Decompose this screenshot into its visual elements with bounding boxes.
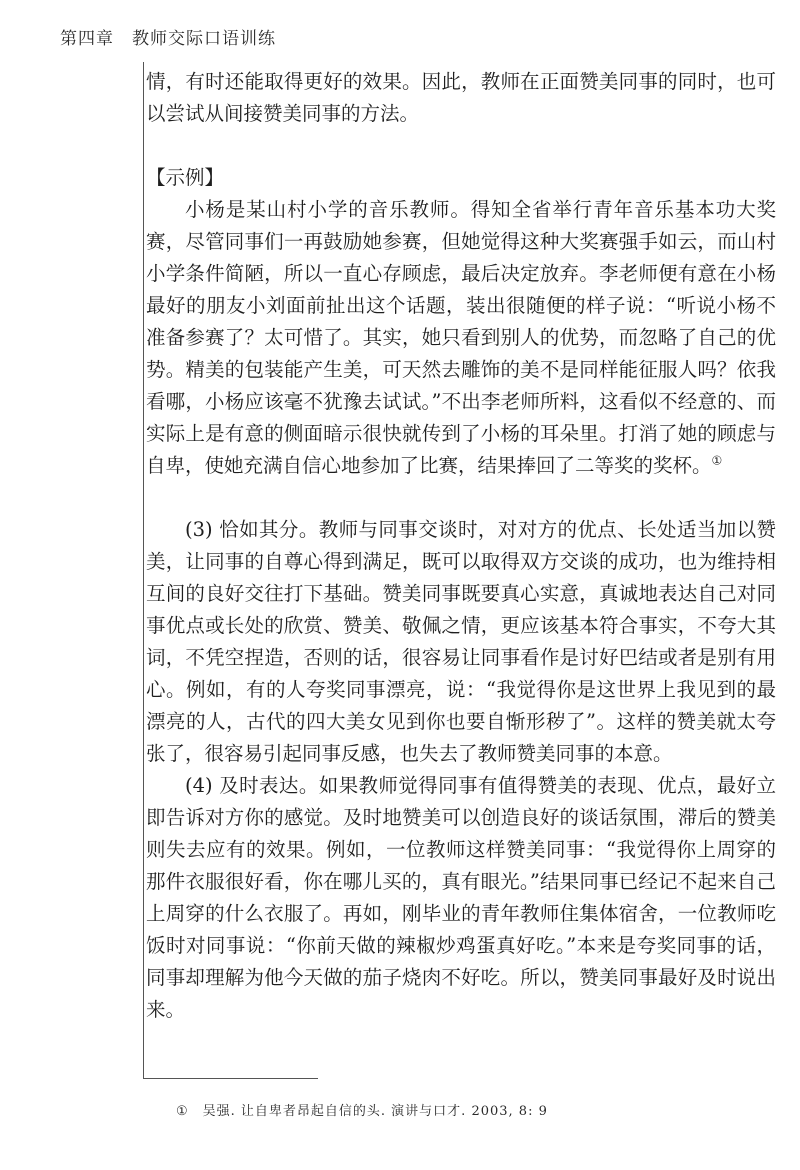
footnote [176,1100,548,1119]
point-3-paragraph: (3) 恰如其分。教师与同事交谈时，对对方的优点、长处适当加以赞美，让同事的自尊心得到满足，既可以取得双方交谈的成功，也为维持相互间的良好交往打下基础。赞美同事既要真心实意，真诚地表达自己对同事优点或长处的欣赏、赞美、敬佩之情，更应该基本符合事实，不夸大其词，不凭空捏造，否则的话，很容易让同事看作是讨好巴结或者是别有用心。例如，有的人夸奖同事漂亮，说：“我觉得你是这世界上我见到的最漂亮的人，古代的四大美女见到你也要自惭形秽了”。这样的赞美就太夸张了，很容易引起同事反感，也失去了教师赞美同事的本意。 [146,518,776,765]
chapter-title: 教师交际口语训练 [132,29,276,49]
page-body [146,66,776,1026]
running-header [60,24,276,49]
left-margin-rule [143,62,144,1078]
example-heading: 【示例】 [146,166,225,189]
footnote-rule [143,1078,318,1079]
footnote-mark: ① [176,1104,189,1119]
point-4-paragraph: (4) 及时表达。如果教师觉得同事有值得赞美的表现、优点，最好立即告诉对方你的感觉。及时地赞美可以创造良好的谈话氛围，滞后的赞美则失去应有的效果。例如，一位教师这样赞美同事：“我觉得你上周穿的那件衣服很好看，你在哪儿买的，真有眼光。”结果同事已经记不起来自己上周穿的什么衣服了。再如，刚毕业的青年教师住集体宿舍，一位教师吃饭时对同事说：“你前天做的辣椒炒鸡蛋真好吃。”本来是夸奖同事的话，同事却理解为他今天做的茄子烧肉不好吃。所以，赞美同事最好及时说出来。 [146,774,776,1021]
footnote-text: 吴强. 让自卑者昂起自信的头. 演讲与口才. 2003, 8: 9 [202,1104,548,1119]
footnote-reference: ① [711,453,723,468]
example-paragraph-text: 小杨是某山村小学的音乐教师。得知全省举行青年音乐基本功大奖赛，尽管同事们一再鼓励她参赛，但她觉得这种大奖赛强手如云，而山村小学条件简陋，所以一直心存顾虑，最后决定放弃。李老师便有意在小杨最好的朋友小刘面前扯出这个话题，装出很随便的样子说：“听说小杨不准备参赛了？太可惜了。其实，她只看到别人的优势，而忽略了自己的优势。精美的包装能产生美，可天然去雕饰的美不是同样能征服人吗？依我看哪，小杨应该毫不犹豫去试试。”不出李老师所料，这看似不经意的、而实际上是有意的侧面暗示很快就传到了小杨的耳朵里。打消了她的顾虑与自卑，使她充满自信心地参加了比赛，结果捧回了二等奖的奖杯。 [146,198,776,477]
intro-paragraph: 情，有时还能取得更好的效果。因此，教师在正面赞美同事的同时，也可以尝试从间接赞美同事的方法。 [146,70,776,125]
chapter-number: 第四章 [60,29,114,49]
example-paragraph [146,194,776,482]
